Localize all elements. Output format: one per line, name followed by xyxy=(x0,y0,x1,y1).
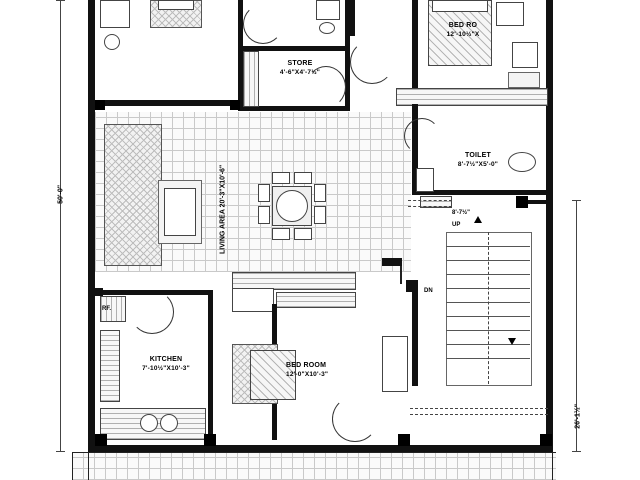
dimension-tick-left-bottom xyxy=(56,451,65,452)
room-label-bedroom-top: BED RO 12'-10½"X xyxy=(446,22,480,38)
dining-chair-7 xyxy=(314,184,326,202)
hob-burner-1 xyxy=(140,414,158,432)
dining-chair-4 xyxy=(294,228,312,240)
tv-unit xyxy=(232,288,274,312)
bed-headboard-top xyxy=(432,0,488,12)
column-kitchen-bottomleft xyxy=(95,434,107,446)
dimension-label-right: 26'-1½" xyxy=(574,403,582,429)
dining-chair-3 xyxy=(272,228,290,240)
stair-dn-label: DN xyxy=(424,288,433,294)
dimension-line-left xyxy=(60,0,61,452)
stair-down-arrow-icon xyxy=(508,338,516,345)
fridge-label: RF. xyxy=(102,306,111,312)
stair-center-line xyxy=(488,232,489,384)
dining-chair-8 xyxy=(314,206,326,224)
niche-left-of-stair xyxy=(382,336,408,392)
wall-corridor-left xyxy=(350,0,355,36)
column-kitchen-bottomright xyxy=(204,434,216,446)
column-living-topmid xyxy=(230,100,240,110)
stair-landing-line xyxy=(410,408,548,409)
dresser-top xyxy=(508,72,540,88)
wall-kitchen-right xyxy=(208,290,213,440)
stair-up-arrow-icon xyxy=(474,216,482,223)
wall-store-right xyxy=(345,46,350,110)
stair-landing-line-2 xyxy=(410,414,548,415)
column-stair-top xyxy=(516,196,528,208)
cabinet-top xyxy=(512,42,538,68)
stair-entry-dash xyxy=(408,200,452,201)
wc-fixture-top xyxy=(316,0,340,20)
exterior-wall-right xyxy=(546,0,553,452)
dining-table-round xyxy=(276,190,308,222)
dining-chair-1 xyxy=(272,172,290,184)
store-shelf xyxy=(243,51,259,107)
wardrobe-corridor xyxy=(396,88,548,106)
cabinet-living-bottom xyxy=(276,292,356,308)
washbasin-top xyxy=(319,22,335,34)
counter-kitchen-left xyxy=(100,330,120,402)
stair-width-label: 8'-7½" xyxy=(452,210,470,216)
column-bottom-right xyxy=(540,434,552,446)
stair-entry-dash-2 xyxy=(408,206,452,207)
porch-right-edge xyxy=(552,452,553,480)
room-label-toilet: TOILET 8'-7½"X5'-0" xyxy=(457,152,499,168)
wc-toilet xyxy=(416,168,434,192)
wall-bedroom-top-left xyxy=(412,0,418,100)
exterior-wall-bottom xyxy=(88,445,553,452)
room-label-kitchen: KITCHEN 7'-10½"X10'-3" xyxy=(142,356,190,372)
door-swing-top-mid xyxy=(243,4,283,44)
staircase-body xyxy=(446,232,532,386)
door-swing-toilet xyxy=(404,118,440,154)
column-living-topleft xyxy=(95,100,105,110)
dining-chair-5 xyxy=(258,184,270,202)
dining-chair-6 xyxy=(258,206,270,224)
bed-headboard-topleft xyxy=(158,0,194,10)
door-swing-store xyxy=(306,66,346,108)
dimension-tick-right-top xyxy=(572,200,581,201)
dining-chair-2 xyxy=(294,172,312,184)
room-label-bedroom-bottom: BED ROOM 12'-0"X10'-3" xyxy=(286,362,329,378)
door-swing-corridor xyxy=(350,40,394,84)
exterior-wall-left xyxy=(88,0,95,452)
room-label-store: STORE 4'-6"X4'-7½" xyxy=(279,60,321,76)
washbasin-toilet xyxy=(508,152,536,172)
wall-living-top-left xyxy=(95,100,241,106)
dimension-tick-left-top xyxy=(56,0,65,1)
dimension-label-left: 50'-0" xyxy=(57,184,65,204)
rug-living xyxy=(164,188,196,236)
stair-up-label: UP xyxy=(452,222,461,228)
porch-left-edge-2 xyxy=(88,452,89,480)
corridor-door-jamb xyxy=(382,258,402,266)
wall-stair-top xyxy=(528,200,552,204)
room-label-living: LIVING AREA 20'-3"X10'-6" xyxy=(219,164,227,254)
column-bedroom-bottom-right xyxy=(398,434,410,446)
porch-left-edge xyxy=(72,452,73,480)
door-swing-bedroom-bottom xyxy=(332,396,378,442)
hob-burner-2 xyxy=(160,414,178,432)
dimension-tick-right-bottom xyxy=(572,451,581,452)
wall-stair-left xyxy=(412,286,418,386)
sofa-living-left xyxy=(104,124,162,266)
porch-paving xyxy=(72,452,556,480)
fixture-topleft xyxy=(104,34,120,50)
wardrobe-topleft xyxy=(100,0,130,28)
door-swing-kitchen xyxy=(130,290,174,334)
porch-top-edge xyxy=(72,452,556,453)
